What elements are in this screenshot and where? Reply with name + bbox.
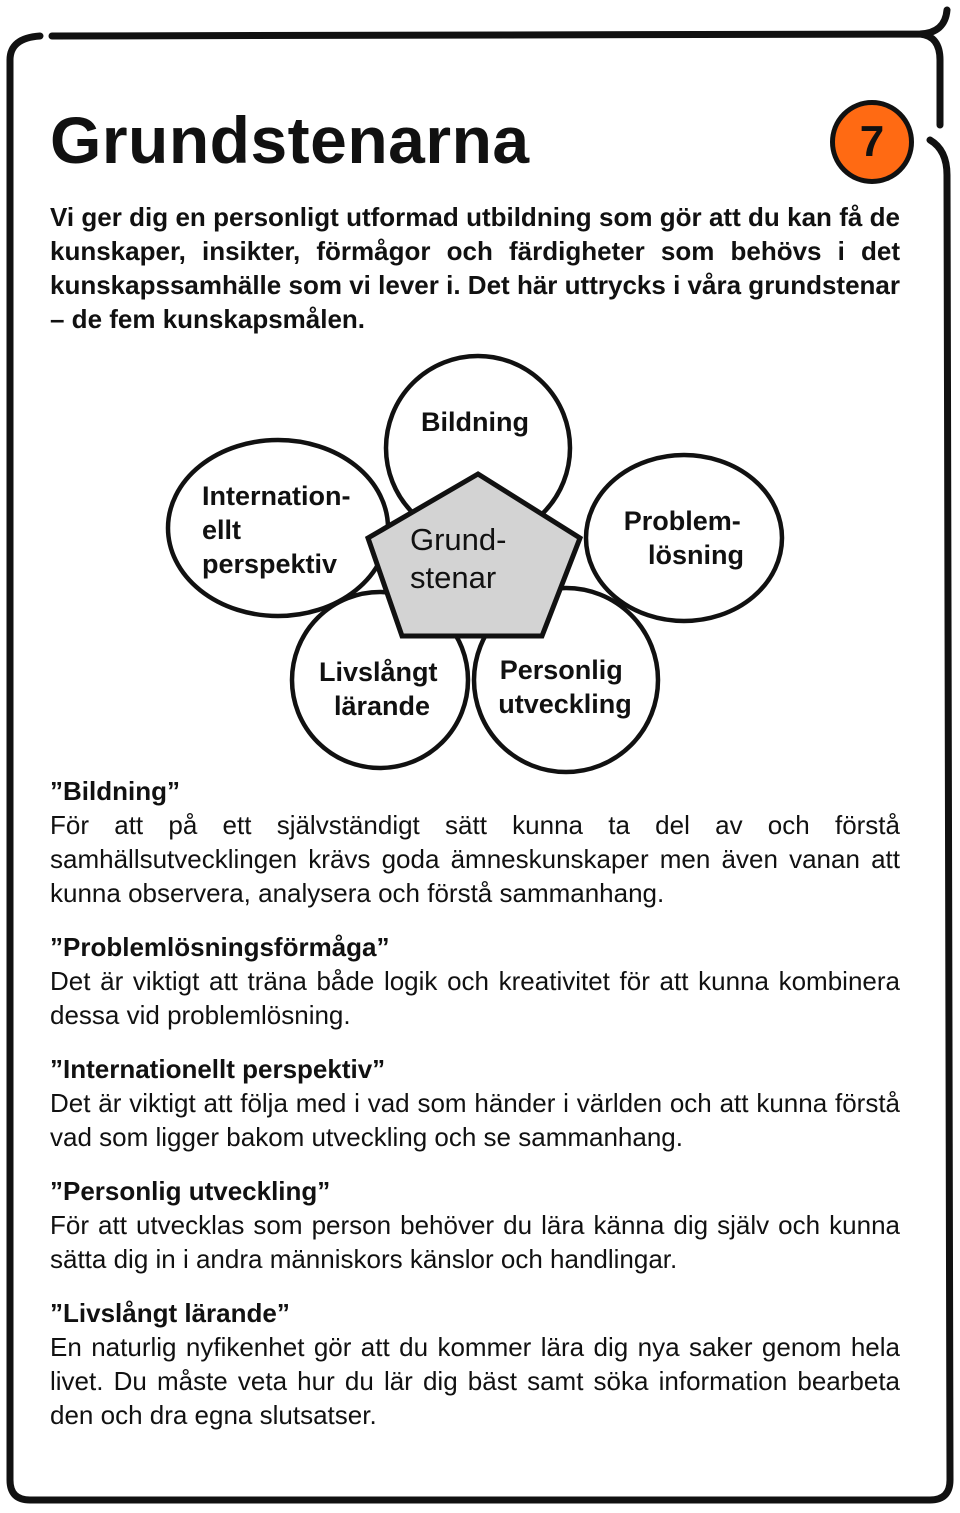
section-livslangt <box>50 1296 900 1432</box>
ellipse-problemlosning <box>586 455 782 621</box>
section-heading: ”Personlig utveckling” <box>50 1176 331 1206</box>
section-heading: ”Livslångt lärande” <box>50 1298 290 1328</box>
section-personlig <box>50 1174 900 1276</box>
section-bildning <box>50 774 900 910</box>
page-number-badge <box>830 100 914 184</box>
label-bildning: Bildning <box>421 407 529 437</box>
section-body: Det är viktigt att följa med i vad som händer i världen och att kunna förstå vad som ligger bakom utveckling och se sammanhang. <box>50 1088 900 1152</box>
ellipse-internationellt <box>168 440 388 616</box>
section-heading: ”Internationellt perspektiv” <box>50 1054 386 1084</box>
intro-paragraph: Vi ger dig en personligt utformad utbildning som gör att du kan få de kunskaper, insikter, förmågor och färdigheter som behövs i det kunskapssamhälle som vi lever i. Det här uttrycks i våra grundstenar – de fem kunskapsmålen. <box>50 202 900 334</box>
label-problemlosning: Problem- lösning <box>623 506 744 570</box>
section-body: För att utvecklas som person behöver du lära känna dig själv och kunna sätta dig in i andra människors känslor och handlingar. <box>50 1210 900 1274</box>
section-body: Det är viktigt att träna både logik och kreativitet för att kunna kombinera dessa vid problemlösning. <box>50 966 900 1030</box>
section-heading: ”Problemlösningsförmåga” <box>50 932 390 962</box>
section-problemlosning <box>50 930 900 1032</box>
section-body: En naturlig nyfikenhet gör att du kommer lära dig nya saker genom hela livet. Du måste veta hur du lär dig bäst samt söka information bearbeta den och dra egna slutsatser. <box>50 1332 900 1430</box>
section-heading: ”Bildning” <box>50 776 180 806</box>
page-number: 7 <box>859 117 885 166</box>
label-internationellt: Internation- ellt perspektiv <box>202 481 351 579</box>
section-internationellt <box>50 1052 900 1154</box>
label-livslangt: Livslångt lärande <box>318 657 438 721</box>
goal-sections <box>50 774 900 1452</box>
label-personlig: Personlig utveckling <box>498 655 632 719</box>
section-body: För att på ett självständigt sätt kunna ta del av och förstå samhällsutvecklingen krävs goda ämneskunskaper men även vanan att kunna observera, analysera och förstå sammanhang. <box>50 810 900 908</box>
page-title: Grundstenarna <box>50 103 530 177</box>
label-center: Grund- stenar <box>410 522 507 595</box>
grundstenar-diagram <box>160 350 800 790</box>
